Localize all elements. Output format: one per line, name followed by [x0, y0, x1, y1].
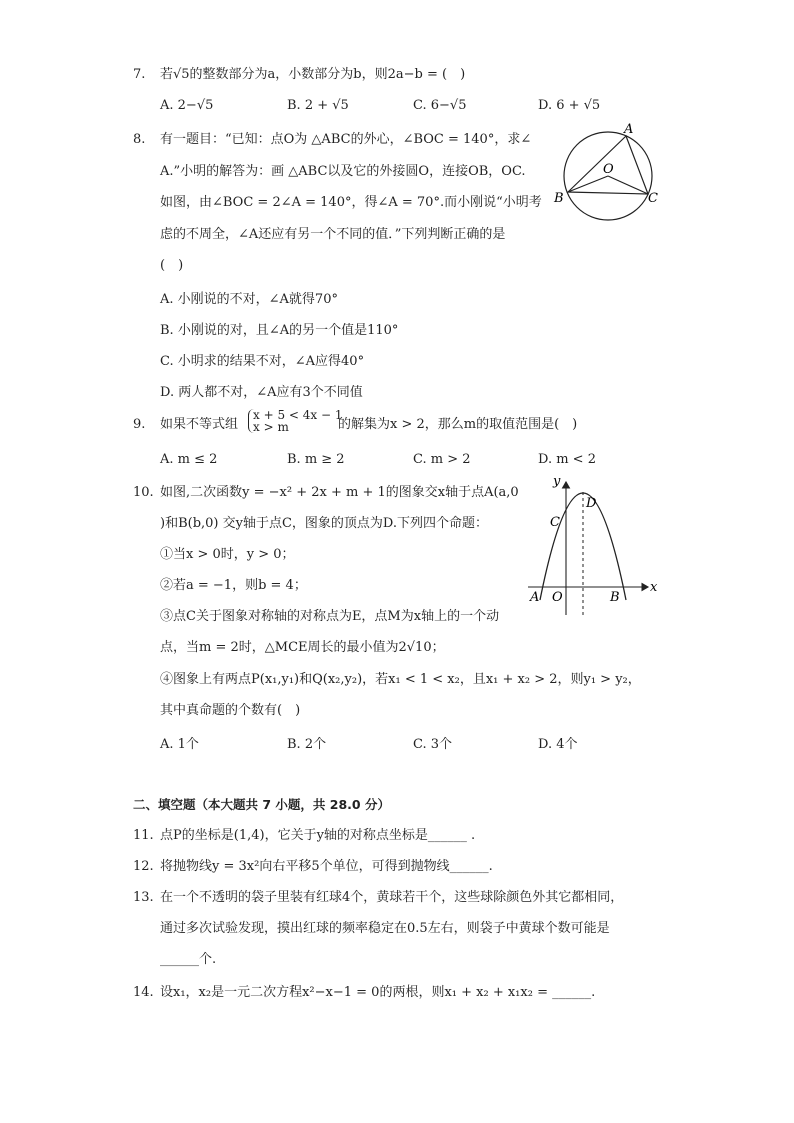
- question-14-number: 14.: [133, 985, 154, 1000]
- label-y: y: [553, 474, 561, 489]
- question-14-text: 设x₁，x₂是一元二次方程x²−x−1 = 0的两根，则x₁ + x₂ + x₁x₂ = ______.: [160, 985, 596, 1000]
- label-a: A: [624, 122, 634, 137]
- question-10-number: 10.: [133, 485, 154, 500]
- label-c: C: [648, 191, 658, 206]
- segment-ob: [568, 176, 608, 192]
- question-8-circle-figure: [548, 120, 668, 240]
- question-11-text: 点P的坐标是(1,4)，它关于y轴的对称点坐标是______ .: [160, 828, 476, 843]
- question-9-number: 9.: [133, 417, 146, 432]
- question-9-option-b: B. m ≥ 2: [287, 452, 345, 467]
- question-7-option-a: A. 2−√5: [160, 98, 214, 113]
- question-9-suffix: 的解集为x > 2，那么m的取值范围是( ): [338, 417, 578, 432]
- question-9-prefix: 如果不等式组: [160, 417, 239, 432]
- question-7-number: 7.: [133, 67, 146, 82]
- question-13-line-3: ______个.: [160, 952, 217, 967]
- question-10-parabola-figure: [520, 470, 662, 620]
- question-10-line-3: ①当x > 0时，y > 0；: [160, 547, 295, 562]
- section-2-title: 二、填空题（本大题共 7 小题，共 28.0 分）: [133, 797, 390, 812]
- question-13-line-2: 通过多次试验发现，摸出红球的频率稳定在0.5左右，则袋子中黄球个数可能是: [160, 921, 610, 936]
- question-9-option-d: D. m < 2: [538, 452, 596, 467]
- label-a: A: [530, 590, 540, 605]
- question-9-inequality-system: [248, 409, 343, 433]
- question-10-line-8: 其中真命题的个数有( ): [160, 703, 301, 718]
- question-8-line-2: A.”小明的解答为：画 △ABC以及它的外接圆O，连接OB，OC.: [160, 164, 526, 179]
- question-10-line-5: ③点C关于图象对称轴的对称点为E，点M为x轴上的一个动: [160, 609, 500, 624]
- question-7-option-d: D. 6 + √5: [538, 98, 601, 113]
- question-10-option-c: C. 3个: [413, 737, 453, 752]
- question-10-line-2: )和B(b,0) 交y轴于点C，图象的顶点为D.下列四个命题：: [160, 516, 489, 531]
- label-c: C: [550, 515, 560, 530]
- inequality-1: x + 5 < 4x − 1: [253, 408, 343, 422]
- question-13-number: 13.: [133, 890, 154, 905]
- label-x: x: [650, 580, 658, 595]
- question-8-number: 8.: [133, 132, 146, 147]
- question-7-option-b: B. 2 + √5: [287, 98, 349, 113]
- question-10-line-1: 如图,二次函数y = −x² + 2x + m + 1的图象交x轴于点A(a,0: [160, 485, 519, 500]
- question-13-line-1: 在一个不透明的袋子里装有红球4个，黄球若干个，这些球除颜色外其它都相同，: [160, 890, 624, 905]
- question-8-line-5: ( ): [160, 258, 184, 273]
- question-9-option-c: C. m > 2: [413, 452, 471, 467]
- question-10-option-d: D. 4个: [538, 737, 578, 752]
- question-8-option-c: C. 小明求的结果不对，∠A应得40°: [160, 354, 365, 369]
- question-8-option-a: A. 小刚说的不对，∠A就得70°: [160, 292, 338, 307]
- question-8-line-1: 有一题目：“已知：点O为 △ABC的外心，∠BOC = 140°，求∠: [160, 132, 532, 147]
- question-12-text: 将抛物线y = 3x²向右平移5个单位，可得到抛物线______.: [160, 859, 493, 874]
- question-9-option-a: A. m ≤ 2: [160, 452, 218, 467]
- label-d: D: [586, 496, 597, 511]
- question-10-line-4: ②若a = −1，则b = 4；: [160, 578, 307, 593]
- question-7-option-c: C. 6−√5: [413, 98, 467, 113]
- question-8-line-3: 如图，由∠BOC = 2∠A = 140°，得∠A = 70°.而小刚说“小明考: [160, 195, 542, 210]
- question-10-line-7: ④图象上有两点P(x₁,y₁)和Q(x₂,y₂)，若x₁ < 1 < x₂，且x₁ + x₂ > 2，则y₁ > y₂，: [160, 672, 641, 687]
- label-o: O: [552, 590, 563, 605]
- question-7-stem: 若√5的整数部分为a，小数部分为b，则2a−b = ( ): [160, 67, 466, 82]
- question-8-option-d: D. 两人都不对，∠A应有3个不同值: [160, 385, 363, 400]
- question-11-number: 11.: [133, 828, 154, 843]
- question-8-line-4: 虑的不周全，∠A还应有另一个不同的值．”下列判断正确的是: [160, 227, 506, 242]
- label-b: B: [554, 191, 564, 206]
- question-10-line-6: 点，当m = 2时，△MCE周长的最小值为2√10；: [160, 640, 445, 655]
- question-12-number: 12.: [133, 859, 154, 874]
- question-8-option-b: B. 小刚说的对，且∠A的另一个值是110°: [160, 323, 399, 338]
- label-b: B: [610, 590, 620, 605]
- label-o: O: [603, 162, 614, 177]
- question-10-option-a: A. 1个: [160, 737, 199, 752]
- inequality-2: x > m: [253, 420, 289, 434]
- question-10-option-b: B. 2个: [287, 737, 327, 752]
